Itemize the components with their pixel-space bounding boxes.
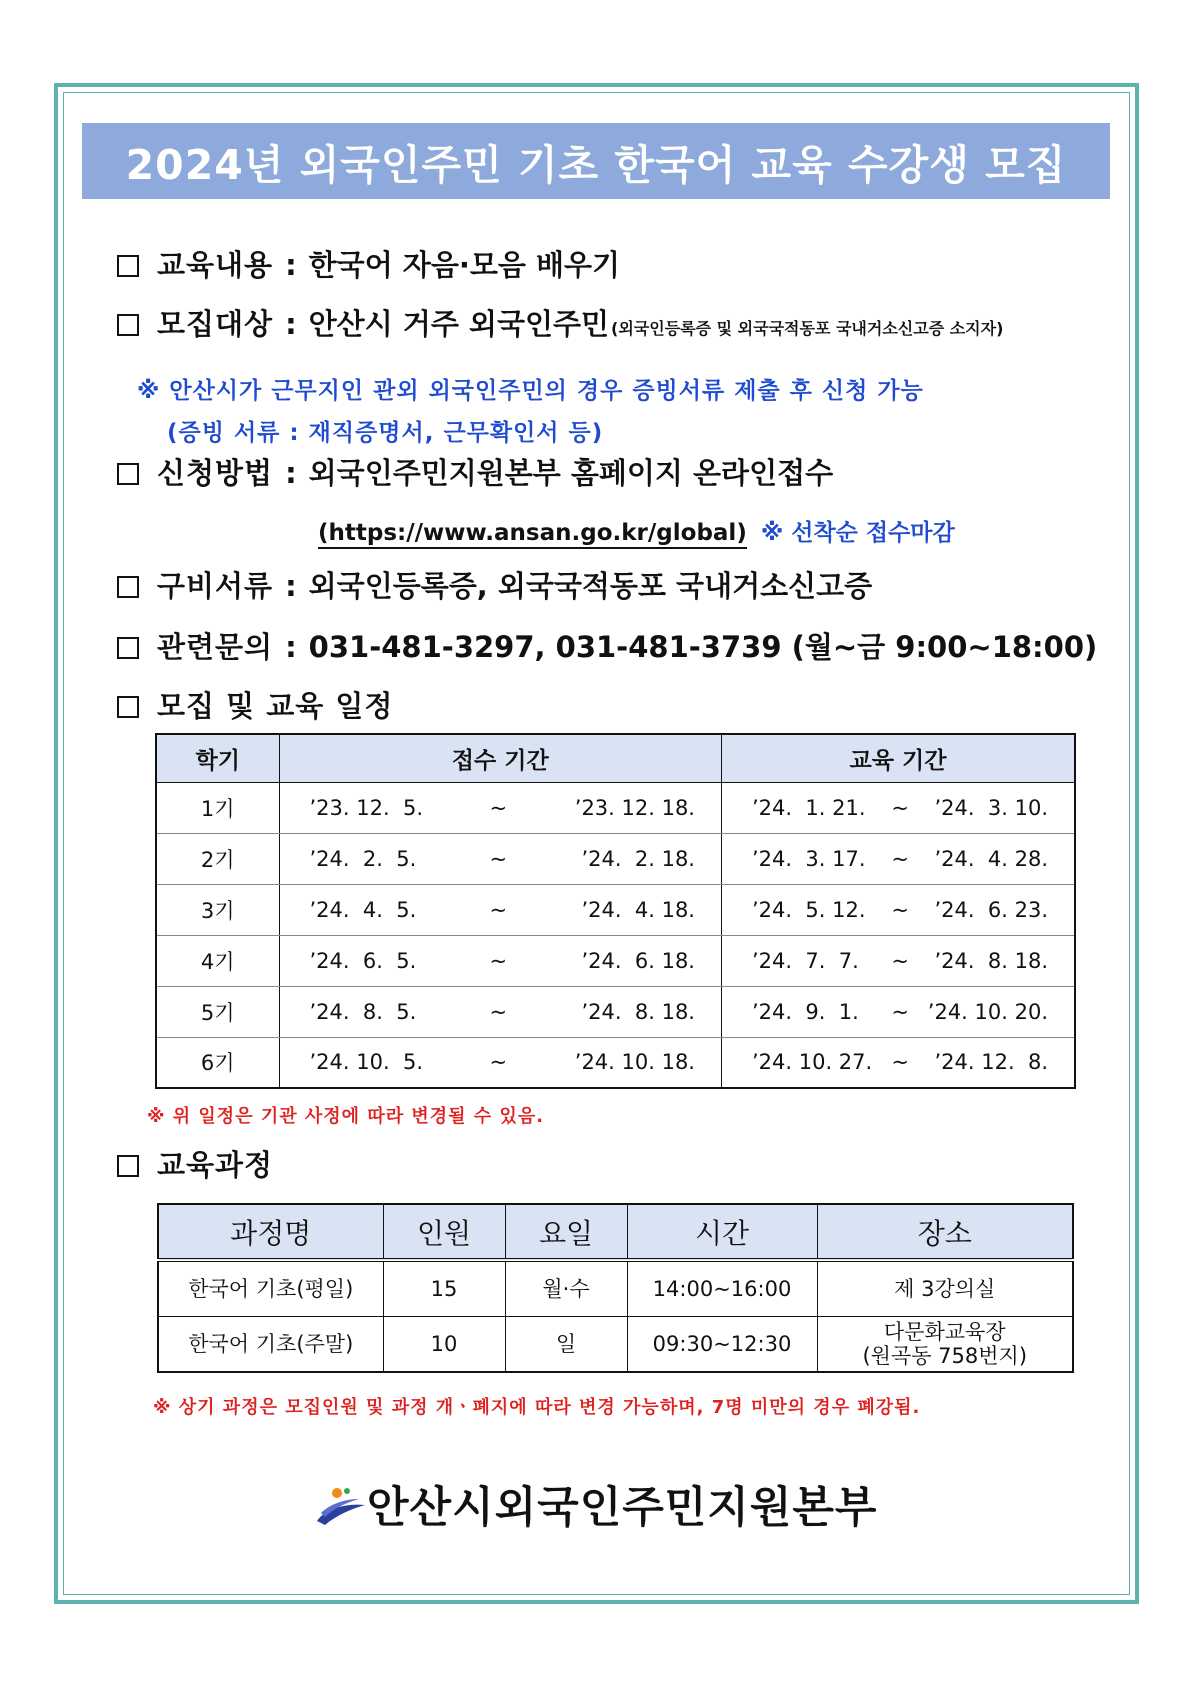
target-note-docs: (증빙 서류 : 재직증명서, 근무확인서 등) [167, 420, 604, 446]
education-start-cell: ’24. 9. 1. [721, 986, 890, 1037]
registration-end-cell: ’24. 8. 18. [511, 986, 722, 1037]
tilde-cell: ~ [486, 1037, 511, 1088]
schedule-term-cell: 2기 [156, 833, 279, 884]
tilde-cell: ~ [890, 1037, 910, 1088]
education-start-cell: ’24. 10. 27. [721, 1037, 890, 1088]
course-table [157, 1203, 1074, 1373]
schedule-term-cell: 5기 [156, 986, 279, 1037]
col-course-name: 과정명 [158, 1204, 383, 1260]
checkbox-square-icon [117, 637, 139, 659]
course-note: ※ 상기 과정은 모집인원 및 과정 개ㆍ폐지에 따라 변경 가능하며, 7명 미만의 경우 폐강됨. [153, 1397, 921, 1418]
item-content: 교육내용 : 한국어 자음·모음 배우기 [117, 243, 620, 284]
course-place-cell [817, 1260, 1073, 1316]
application-url-line [318, 514, 955, 547]
item-value: 외국인등록증, 외국국적동포 국내거소신고증 [308, 569, 873, 603]
course-place-cell [817, 1316, 1073, 1372]
schedule-row [156, 833, 1075, 884]
item-value: 안산시 거주 외국인주민 [308, 307, 610, 341]
col-registration: 접수 기간 [279, 734, 721, 782]
tilde-cell: ~ [486, 986, 511, 1037]
education-start-cell: ’24. 7. 7. [721, 935, 890, 986]
schedule-row [156, 986, 1075, 1037]
course-time-cell: 14:00~16:00 [627, 1260, 817, 1316]
item-value: 한국어 자음·모음 배우기 [308, 248, 621, 282]
course-count-cell: 10 [383, 1316, 505, 1372]
schedule-term-cell: 1기 [156, 782, 279, 833]
item-inquiry: 관련문의 : 031-481-3297, 031-481-3739 (월~금 9:00~18:00) [117, 625, 1097, 666]
checkbox-square-icon [117, 463, 139, 485]
schedule-row [156, 782, 1075, 833]
tilde-cell: ~ [890, 935, 910, 986]
schedule-table [155, 733, 1076, 1089]
checkbox-square-icon [117, 696, 139, 718]
tilde-cell: ~ [890, 782, 910, 833]
registration-end-cell: ’24. 10. 18. [511, 1037, 722, 1088]
place-address: (원곡동 758번지) [862, 1343, 1028, 1368]
checkbox-square-icon [117, 255, 139, 277]
education-end-cell: ’24. 4. 28. [910, 833, 1075, 884]
tilde-cell: ~ [890, 833, 910, 884]
item-label: 모집 및 교육 일정 [157, 689, 394, 723]
checkbox-square-icon [117, 1155, 139, 1177]
education-start-cell: ’24. 1. 21. [721, 782, 890, 833]
course-time-cell: 09:30~12:30 [627, 1316, 817, 1372]
item-label: 구비서류 [157, 569, 274, 603]
col-count: 인원 [383, 1204, 505, 1260]
tilde-cell: ~ [486, 833, 511, 884]
course-count-cell: 15 [383, 1260, 505, 1316]
homepage-link[interactable]: (https://www.ansan.go.kr/global) [318, 520, 747, 549]
course-row [158, 1260, 1073, 1316]
tilde-cell: ~ [890, 986, 910, 1037]
education-end-cell: ’24. 10. 20. [910, 986, 1075, 1037]
course-name-cell: 한국어 기초(평일) [158, 1260, 383, 1316]
schedule-row [156, 884, 1075, 935]
item-label: 교육내용 [157, 248, 274, 282]
registration-end-cell: ’23. 12. 18. [511, 782, 722, 833]
registration-end-cell: ’24. 4. 18. [511, 884, 722, 935]
course-name-cell: 한국어 기초(주말) [158, 1316, 383, 1372]
registration-start-cell: ’23. 12. 5. [279, 782, 486, 833]
education-end-cell: ’24. 3. 10. [910, 782, 1075, 833]
footer-logo-text: 안산시외국인주민지원본부 [367, 1483, 878, 1533]
tilde-cell: ~ [890, 884, 910, 935]
course-day-cell: 월·수 [505, 1260, 627, 1316]
target-note: ※ 안산시가 근무지인 관외 외국인주민의 경우 증빙서류 제출 후 신청 가능 [137, 378, 924, 404]
item-label: 교육과정 [157, 1148, 274, 1182]
checkbox-square-icon [117, 314, 139, 336]
tilde-cell: ~ [486, 884, 511, 935]
schedule-term-cell: 6기 [156, 1037, 279, 1088]
registration-end-cell: ’24. 6. 18. [511, 935, 722, 986]
education-end-cell: ’24. 6. 23. [910, 884, 1075, 935]
place-name: 다문화교육장 [883, 1319, 1006, 1344]
registration-start-cell: ’24. 6. 5. [279, 935, 486, 986]
item-qualifier: (외국인등록증 및 외국국적동포 국내거소신고증 소지자) [611, 319, 1004, 338]
registration-end-cell: ’24. 2. 18. [511, 833, 722, 884]
place-name: 제 3강의실 [894, 1276, 996, 1301]
registration-start-cell: ’24. 10. 5. [279, 1037, 486, 1088]
page-title: 2024년 외국인주민 기초 한국어 교육 수강생 모집 [125, 140, 1067, 189]
education-end-cell: ’24. 8. 18. [910, 935, 1075, 986]
item-value: 외국인주민지원본부 홈페이지 온라인접수 [308, 456, 834, 490]
registration-start-cell: ’24. 8. 5. [279, 986, 486, 1037]
agency-logo-icon [315, 1483, 367, 1527]
title-banner [82, 123, 1110, 199]
item-value: 031-481-3297, 031-481-3739 (월~금 9:00~18:00) [308, 630, 1098, 664]
col-term: 학기 [156, 734, 279, 782]
item-method: 신청방법 : 외국인주민지원본부 홈페이지 온라인접수 [117, 451, 833, 492]
schedule-term-cell: 3기 [156, 884, 279, 935]
checkbox-square-icon [117, 576, 139, 598]
education-end-cell: ’24. 12. 8. [910, 1037, 1075, 1088]
item-label: 모집대상 [157, 307, 274, 341]
education-start-cell: ’24. 5. 12. [721, 884, 890, 935]
tilde-cell: ~ [486, 782, 511, 833]
schedule-row [156, 935, 1075, 986]
tilde-cell: ~ [486, 935, 511, 986]
footer-logo [315, 1474, 877, 1535]
item-docs: 구비서류 : 외국인등록증, 외국국적동포 국내거소신고증 [117, 564, 872, 605]
item-course [117, 1143, 273, 1184]
education-start-cell: ’24. 3. 17. [721, 833, 890, 884]
registration-start-cell: ’24. 2. 5. [279, 833, 486, 884]
first-come-note: ※ 선착순 접수마감 [760, 520, 955, 546]
schedule-term-cell: 4기 [156, 935, 279, 986]
schedule-row [156, 1037, 1075, 1088]
schedule-note: ※ 위 일정은 기관 사정에 따라 변경될 수 있음. [147, 1106, 545, 1127]
col-place: 장소 [817, 1204, 1073, 1260]
registration-start-cell: ’24. 4. 5. [279, 884, 486, 935]
col-education: 교육 기간 [721, 734, 1075, 782]
item-label: 관련문의 [157, 630, 274, 664]
course-day-cell: 일 [505, 1316, 627, 1372]
item-label: 신청방법 [157, 456, 274, 490]
item-target: 모집대상 : 안산시 거주 외국인주민 (외국인등록증 및 외국국적동포 국내거소신고증 소지자) [117, 302, 1003, 343]
col-time: 시간 [627, 1204, 817, 1260]
course-row [158, 1316, 1073, 1372]
col-day: 요일 [505, 1204, 627, 1260]
item-schedule [117, 684, 393, 725]
